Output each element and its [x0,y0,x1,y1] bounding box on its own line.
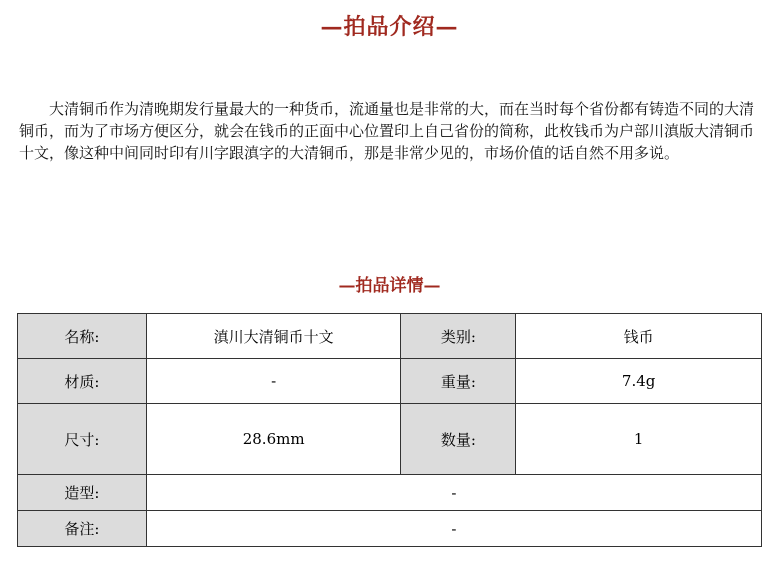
name-value: 滇川大清铜币十文 [146,314,401,359]
weight-value: 7.4g [516,359,762,404]
shape-value: - [146,475,761,511]
quantity-value: 1 [516,404,762,475]
category-value: 钱币 [516,314,762,359]
lot-intro-title: —拍品介绍— [320,14,459,40]
material-value: - [146,359,401,404]
lot-intro-paragraph: 大清铜币作为清晚期发行量最大的一种货币，流通量也是非常的大，而在当时每个省份都有铸造不同的大清铜币，而为了市场方便区分，就会在钱币的正面中心位置印上自己省份的简称，此枚钱币为户部川滇版大清铜币十文，像这种中间同时印有川字跟滇字的大清铜币，那是非常少见的，市场价值的话自然不用多说。 [19,100,755,162]
name-label: 名称: [18,314,147,359]
material-label: 材质: [18,359,147,404]
table-row [18,314,762,359]
table-row [18,511,762,547]
remark-value: - [146,511,761,547]
size-value: 28.6mm [146,404,401,475]
table-row [18,404,762,475]
table-row [18,475,762,511]
size-label: 尺寸: [18,404,147,475]
quantity-label: 数量: [401,404,516,475]
lot-details-table [17,313,762,547]
weight-label: 重量: [401,359,516,404]
category-label: 类别: [401,314,516,359]
table-row [18,359,762,404]
shape-label: 造型: [18,475,147,511]
lot-details-title: —拍品详情— [338,276,441,296]
remark-label: 备注: [18,511,147,547]
